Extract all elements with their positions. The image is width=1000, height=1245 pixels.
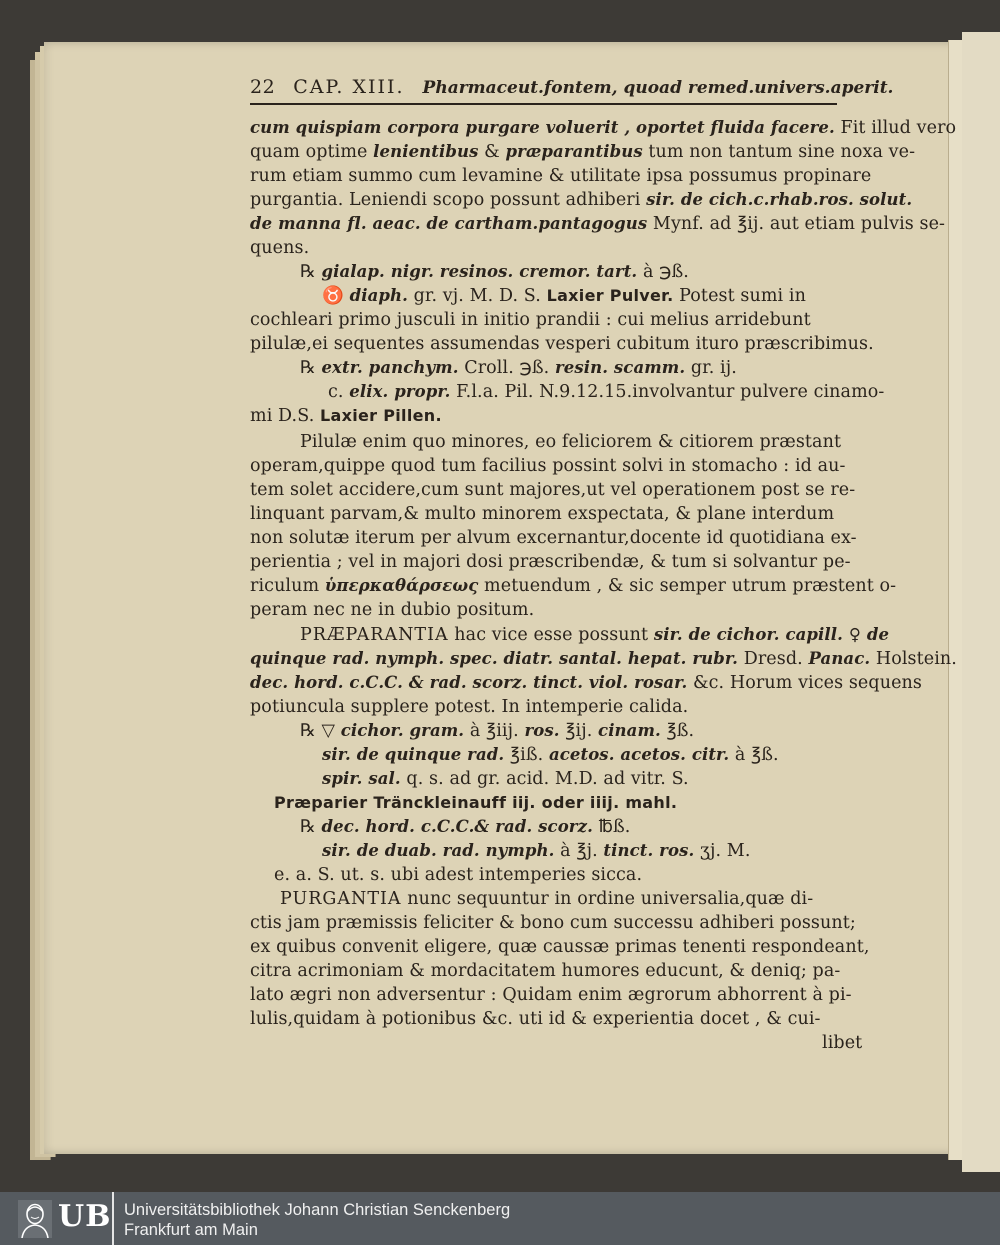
italic-term: acetos. acetos. citr. [548, 745, 730, 764]
text-run: potiuncula supplere potest. In intemperie calida. [250, 697, 689, 717]
text-run: à ℈ß. [637, 262, 689, 282]
text-run: peram nec ne in dubio positum. [250, 600, 535, 620]
text-run: &c. Horum vices sequens [687, 673, 922, 693]
italic-term: ὑπερκαθάρσεως [324, 576, 479, 595]
text-run: non solutæ iterum per alvum excernantur,docente id quotidiana ex- [250, 528, 857, 548]
text-line [300, 358, 737, 378]
blackletter-text: Laxier Pillen. [320, 406, 442, 425]
text-line [300, 817, 630, 837]
text-run: pilulæ,ei sequentes assumendas vesperi cubitum ituro præscribimus. [250, 334, 874, 354]
text-run: linquant parvam,& multo minorem exspectata, & plane interdum [250, 504, 835, 524]
italic-term: sir. de duab. rad. nymph. [322, 841, 555, 860]
text-line [274, 865, 642, 885]
italic-term: præparantibus [505, 142, 643, 161]
senckenberg-bust-icon [18, 1200, 52, 1238]
text-run: nunc sequuntur in ordine universalia,quæ di- [401, 889, 814, 909]
italic-term: Panac. [808, 649, 871, 668]
text-line [250, 190, 912, 210]
italic-term: diaph. [349, 286, 408, 305]
blackletter-text: Laxier Pulver. [546, 286, 674, 305]
italic-term: dec. hord. c.C.C. & rad. scorz. tinct. viol. rosar. [250, 673, 688, 692]
italic-term: ros. [524, 721, 560, 740]
text-run: ♉ [322, 286, 350, 306]
italic-term: tinct. ros. [603, 841, 695, 860]
text-line [250, 697, 688, 717]
section-keyword: PURGANTIA [280, 889, 402, 909]
book-gutter [948, 40, 963, 1160]
italic-term: spir. sal. [322, 769, 401, 788]
text-run: hac vice esse possunt [448, 625, 654, 645]
text-run: Holstein. [870, 649, 957, 669]
text-line [250, 985, 852, 1005]
text-run: cochleari primo jusculi in initio prandii : cui melius arridebunt [250, 310, 811, 330]
text-line [250, 673, 922, 693]
text-run: F.l.a. Pil. N.9.12.15.involvantur pulvere cinamo- [450, 382, 885, 402]
text-run: Croll. ℈ß. [458, 358, 555, 378]
text-run: rum etiam summo cum levamine & utilitate ipsa possumus propinare [250, 166, 872, 186]
text-run: ℞ [300, 358, 322, 378]
text-run: Potest sumi in [673, 286, 806, 306]
text-run: ℥iß. [504, 745, 549, 765]
text-run: q. s. ad gr. acid. M.D. ad vitr. S. [400, 769, 689, 789]
italic-term: dec. hord. c.C.C.& rad. scorz. [321, 817, 593, 836]
text-run: Pilulæ enim quo minores, eo feliciorem & citiorem præstant [300, 432, 842, 452]
text-run: ℞ [300, 817, 322, 837]
text-line [300, 432, 841, 452]
italic-term: gialap. nigr. resinos. cremor. tart. [321, 262, 638, 281]
italic-term: elix. propr. [349, 382, 451, 401]
text-line [322, 769, 689, 789]
text-run: gr. ij. [685, 358, 737, 378]
text-run: e. a. S. ut. s. ubi adest intemperies sicca. [274, 865, 643, 885]
blackletter-text: Præparier Tränckleinauff iij. oder iiij. mahl. [274, 793, 678, 812]
footer-divider [112, 1192, 114, 1245]
text-run: tem solet accidere,cum sunt majores,ut vel operationem post se re- [250, 480, 856, 500]
text-run: à ℥ß. [729, 745, 779, 765]
facing-page-edge [962, 32, 1000, 1172]
text-run: mi D.S. [250, 406, 321, 426]
text-run: Fit illud vero [834, 118, 957, 138]
library-name-line1: Universitätsbibliothek Johann Christian Senckenberg [124, 1201, 511, 1219]
library-logo[interactable] [0, 1192, 118, 1245]
text-run: quens. [250, 238, 310, 258]
text-line [250, 406, 442, 426]
text-run: tum non tantum sine noxa ve- [642, 142, 916, 162]
text-line [322, 745, 779, 765]
text-line [274, 793, 677, 813]
text-run: c. [328, 382, 350, 402]
text-line [250, 528, 857, 548]
text-run: riculum [250, 576, 325, 596]
text-run: purgantia. Leniendi scopo possunt adhiberi [250, 190, 647, 210]
text-run: ex quibus convenit eligere, quæ caussæ primas tenenti respondeant, [250, 937, 870, 957]
text-line [300, 625, 889, 645]
running-title: Pharmaceut.fontem, quoad remed.univers.aperit. [422, 78, 894, 98]
library-footer [0, 1192, 1000, 1245]
text-run: à ℥iij. [464, 721, 525, 741]
text-line [250, 937, 870, 957]
text-run: & [478, 142, 506, 162]
italic-term: cinam. [598, 721, 661, 740]
text-line [250, 480, 855, 500]
text-run: perientia ; vel in majori dosi præscribendæ, & tum si solvantur pe- [250, 552, 851, 572]
text-line [250, 310, 811, 330]
text-line [250, 214, 945, 234]
library-name-line2: Frankfurt am Main [124, 1221, 258, 1239]
italic-term: cum quispiam corpora purgare voluerit , oportet fluida facere. [250, 118, 835, 137]
text-line [322, 841, 751, 861]
text-run: ℥ß. [660, 721, 695, 741]
text-line [250, 456, 846, 476]
text-run: ℔ß. [592, 817, 631, 837]
text-line [250, 552, 851, 572]
italic-term: cichor. gram. [340, 721, 465, 740]
section-keyword: PRÆPARANTIA [300, 625, 449, 645]
text-run: Dresd. [738, 649, 809, 669]
italic-term: sir. de cich.c.rhab.ros. solut. [646, 190, 913, 209]
text-run: Mynf. ad ℥ij. aut etiam pulvis se- [647, 214, 946, 234]
italic-term: sir. de cichor. capill. ♀ de [653, 625, 890, 644]
text-line [822, 1033, 862, 1053]
text-run: metuendum , & sic semper utrum præstent o- [478, 576, 897, 596]
text-run: lulis,quidam à potionibus &c. uti id & experientia docet , & cui- [250, 1009, 821, 1029]
text-line [250, 238, 309, 258]
logo-text: UB [58, 1199, 112, 1234]
header-rule [250, 103, 837, 105]
page-number: 22 [250, 76, 276, 98]
text-line [328, 382, 884, 402]
text-run: libet [822, 1033, 863, 1053]
text-run: lato ægri non adversentur : Quidam enim ægrorum abhorrent à pi- [250, 985, 852, 1005]
text-line [250, 961, 840, 981]
text-line [250, 913, 856, 933]
text-line [250, 504, 834, 524]
text-run: ℞ ▽ [300, 721, 341, 741]
italic-term: quinque rad. nymph. spec. diatr. santal. hepat. rubr. [250, 649, 739, 668]
text-run: operam,quippe quod tum facilius possint solvi in stomacho : id au- [250, 456, 846, 476]
text-run: quam optime [250, 142, 374, 162]
italic-term: resin. scamm. [554, 358, 686, 377]
text-line [250, 334, 874, 354]
text-run: ctis jam præmissis feliciter & bono cum successu adhiberi possunt; [250, 913, 856, 933]
text-run: ℞ [300, 262, 322, 282]
text-line [250, 142, 915, 162]
italic-term: de manna fl. aeac. de cartham.pantagogus [250, 214, 648, 233]
chapter-heading: CAP. XIII. [293, 76, 405, 98]
text-line [300, 721, 694, 741]
text-line [250, 166, 871, 186]
text-line [250, 576, 896, 596]
library-name[interactable] [124, 1200, 510, 1240]
text-run: citra acrimoniam & mordacitatem humores educunt, & deniq; pa- [250, 961, 841, 981]
text-line [322, 286, 806, 306]
italic-term: extr. panchym. [321, 358, 459, 377]
text-line [250, 600, 534, 620]
text-run: ℥ij. [559, 721, 599, 741]
text-run: gr. vj. M. D. S. [407, 286, 547, 306]
text-line [250, 1009, 821, 1029]
running-header [250, 76, 893, 98]
italic-term: sir. de quinque rad. [322, 745, 505, 764]
text-run: ʒj. M. [694, 841, 751, 861]
text-line [250, 649, 957, 669]
text-line [250, 118, 956, 138]
text-line [280, 889, 813, 909]
text-line [300, 262, 689, 282]
text-run: à ℥j. [554, 841, 604, 861]
italic-term: lenientibus [373, 142, 479, 161]
